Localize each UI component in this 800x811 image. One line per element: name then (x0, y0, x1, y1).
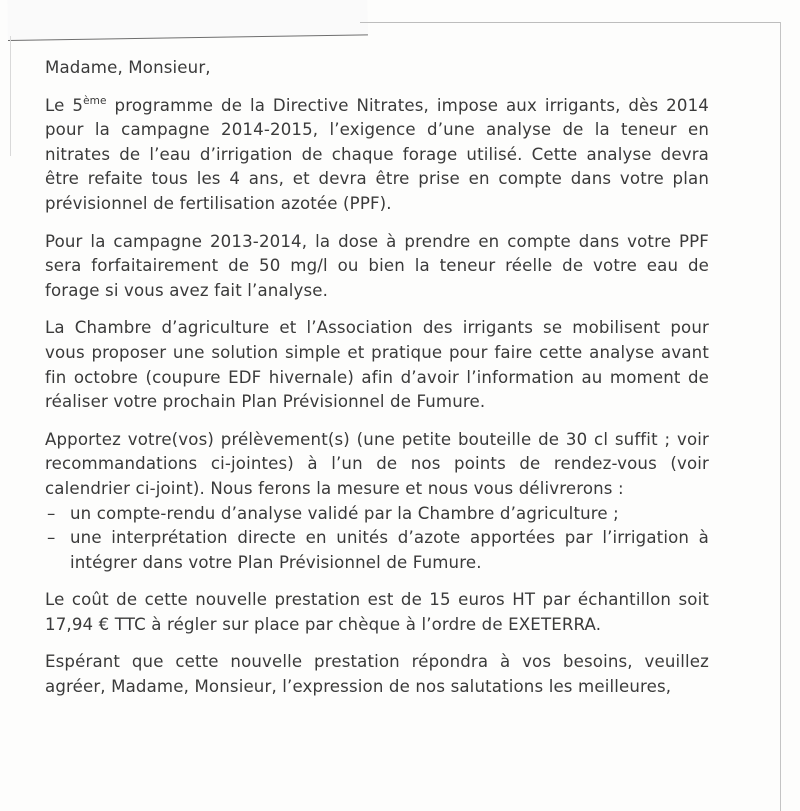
deliverables-list (45, 502, 709, 576)
paragraph-instructions: Apportez votre(vos) prélèvement(s) (une petite bouteille de 30 cl suffit ; voir recommandations ci-jointes) à l’un de nos points de rendez-vous (voir calendrier ci-joint). Nous ferons la mesure et nous vous délivrerons : (45, 429, 709, 498)
list-item-text: un compte-rendu d’analyse validé par la Chambre d’agriculture ; (70, 503, 619, 523)
letter-salutation: Madame, Monsieur, (45, 58, 211, 77)
paragraph-chamber: La Chambre d’agriculture et l’Association des irrigants se mobilisent pour vous proposer une solution simple et pratique pour faire cette analyse avant fin octobre (coupure EDF hivernale) afin d’avoir l’information au moment de réaliser votre prochain Plan Prévisionnel de Fumure. (45, 318, 709, 412)
paragraph-directive-start: Le 5 (45, 95, 84, 115)
paragraph-cost: Le coût de cette nouvelle prestation est de 15 euros HT par échantillon soit 17,94 € TTC à régler sur place par chèque à l’ordre de EXETERRA. (45, 590, 709, 634)
list-dash: – (47, 503, 56, 523)
page-edge-left (10, 36, 11, 156)
letter-body (45, 56, 709, 713)
list-dash: – (47, 528, 56, 548)
page-edge-right (780, 22, 781, 811)
paragraph-directive-rest: programme de la Directive Nitrates, impose aux irrigants, dès 2014 pour la campagne 2014-2015, l’exigence d’une analyse de la teneur en nitrates de l’eau d’irrigation de chaque forage utilisé. Cette analyse devra être refaite tous les 4 ans, et devra être prise en compte dans votre plan prévisionnel de fertilisation azotée (PPF). (45, 95, 709, 213)
page-edge-top-right (360, 22, 780, 23)
ordinal-superscript: ème (83, 94, 107, 107)
page-edge-top (7, 0, 368, 41)
paragraph-campaign: Pour la campagne 2013-2014, la dose à prendre en compte dans votre PPF sera forfaitairement de 50 mg/l ou bien la teneur réelle de votre eau de forage si vous avez fait l’analyse. (45, 231, 709, 300)
list-item (45, 526, 709, 575)
paragraph-closing: Espérant que cette nouvelle prestation répondra à vos besoins, veuillez agréer, Madame, Monsieur, l’expression de nos salutations les meilleures, (45, 652, 709, 697)
paragraph-directive (45, 94, 709, 217)
list-item (45, 502, 709, 527)
list-item-text: une interprétation directe en unités d’azote apportées par l’irrigation à intégrer dans votre Plan Prévisionnel de Fumure. (70, 528, 709, 572)
